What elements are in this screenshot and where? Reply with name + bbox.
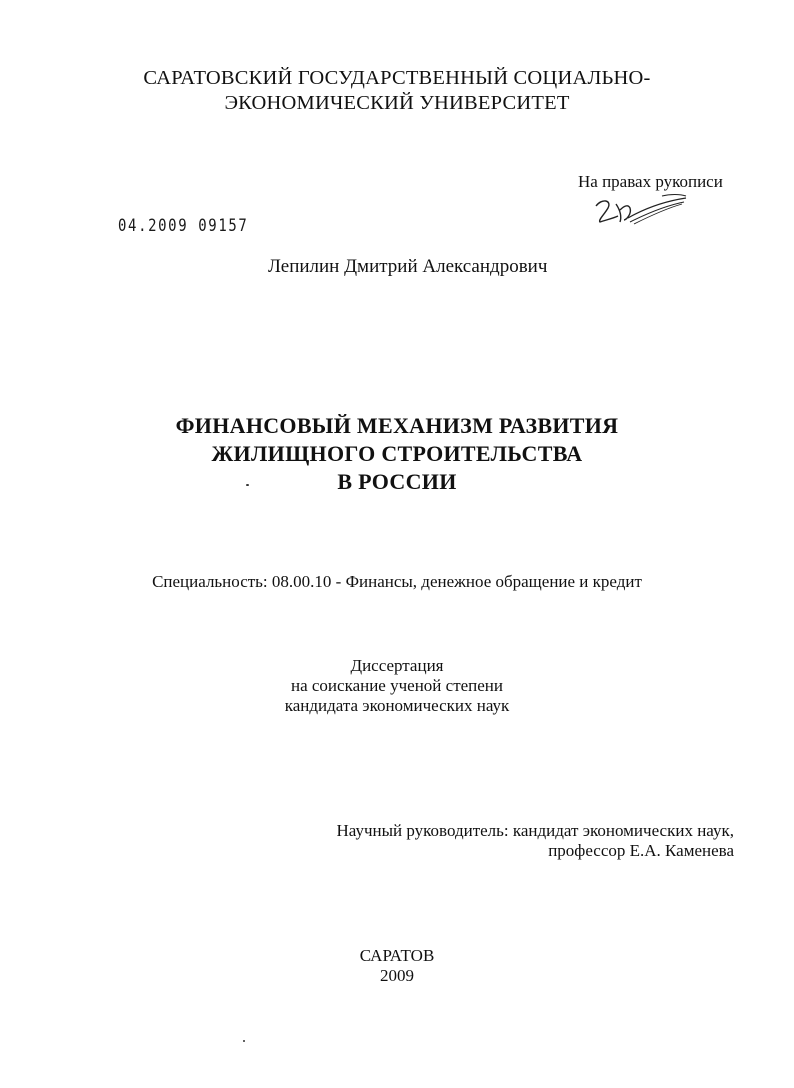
scan-speck xyxy=(246,484,249,486)
university-name xyxy=(0,66,794,116)
city: САРАТОВ xyxy=(359,946,435,965)
university-line-1: САРАТОВСКИЙ ГОСУДАРСТВЕННЫЙ СОЦИАЛЬНО- xyxy=(143,67,651,89)
archive-stamp: 04.2009 09157 xyxy=(118,216,249,236)
scan-speck xyxy=(243,1040,245,1042)
specialty: Специальность: 08.00.10 - Финансы, денежное обращение и кредит xyxy=(152,572,642,591)
supervisor-line-2: профессор Е.А. Каменева xyxy=(548,841,734,860)
degree-line-3: кандидата экономических наук xyxy=(284,696,510,715)
city-and-year xyxy=(0,946,794,986)
university-line-2: ЭКОНОМИЧЕСКИЙ УНИВЕРСИТЕТ xyxy=(224,92,570,114)
degree-line-2: на соискание ученой степени xyxy=(290,676,504,695)
manuscript-note: На правах рукописи xyxy=(578,172,723,191)
supervisor-line-1: Научный руководитель: кандидат экономических наук, xyxy=(336,821,734,840)
degree-line-1: Диссертация xyxy=(350,656,444,675)
title-line-1: ФИНАНСОВЫЙ МЕХАНИЗМ РАЗВИТИЯ xyxy=(175,413,619,438)
degree-statement xyxy=(0,656,794,716)
supervisor xyxy=(336,821,734,861)
handwritten-signature xyxy=(590,190,690,234)
author-name: Лепилин Дмитрий Александрович xyxy=(268,256,548,277)
title-line-3: В РОССИИ xyxy=(337,469,457,494)
dissertation-title xyxy=(0,412,794,496)
title-line-2: ЖИЛИЩНОГО СТРОИТЕЛЬСТВА xyxy=(211,441,583,466)
year: 2009 xyxy=(380,966,414,985)
